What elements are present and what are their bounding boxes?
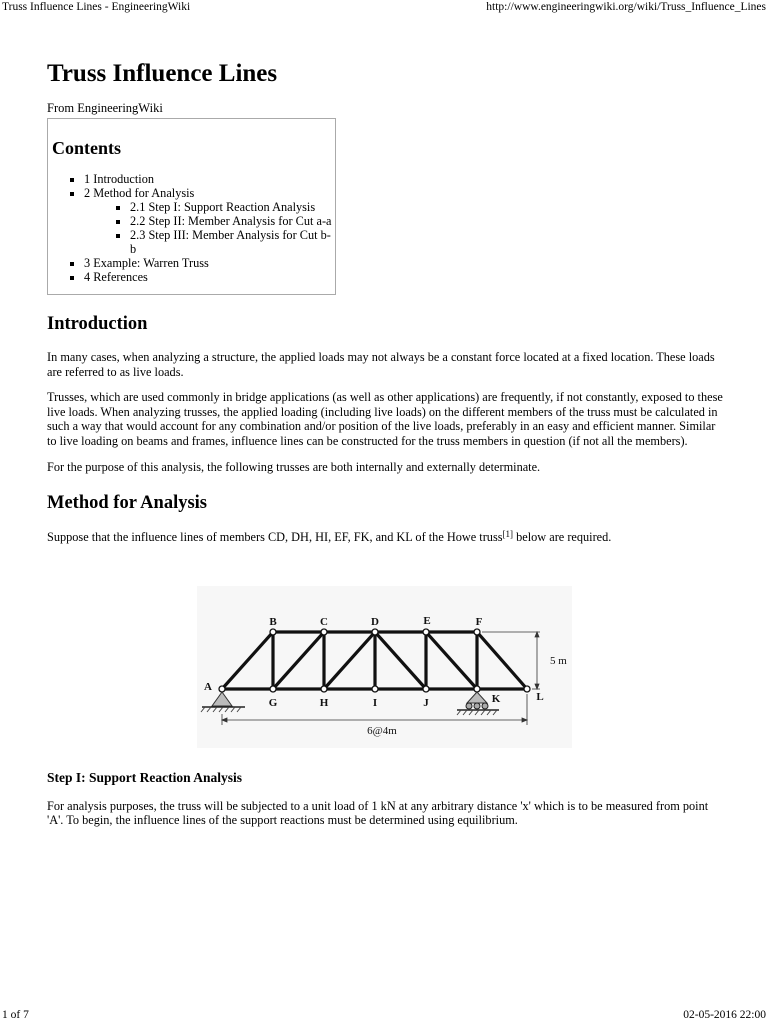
toc-subitem <box>116 200 335 214</box>
print-header <box>0 0 768 14</box>
label-i: I <box>372 696 378 709</box>
span-label: 6@4m <box>367 724 397 737</box>
toc-subitem <box>116 214 335 228</box>
joint-c <box>321 629 327 635</box>
label-k: K <box>491 692 501 705</box>
joint-e <box>423 629 429 635</box>
toc-link-step-2[interactable]: 2.2 Step II: Member Analysis for Cut a-a <box>130 214 332 228</box>
label-j: J <box>423 696 429 709</box>
joint-g <box>270 686 276 692</box>
reference-link[interactable]: [1] <box>502 529 514 540</box>
introduction-heading: Introduction <box>47 314 148 334</box>
method-text: Suppose that the influence lines of members CD, DH, HI, EF, FK, and KL of the Howe truss <box>47 530 503 545</box>
toc-link-example-warren-truss[interactable]: 3 Example: Warren Truss <box>84 256 209 270</box>
toc-item <box>70 270 335 284</box>
method-text-end: below are required. <box>513 530 612 545</box>
method-heading: Method for Analysis <box>47 493 208 514</box>
joint-k <box>474 686 480 692</box>
step1-paragraph: For analysis purposes, the truss will be subjected to a unit load of 1 kN at any arbitrary distance 'x' which is to be measured from point 'A'. To begin, the influence lines of the support reactions must be determined using equilibrium. <box>47 798 709 828</box>
joint-h <box>321 686 327 692</box>
toc-item <box>70 172 335 186</box>
figure-background <box>197 586 572 748</box>
toc-item <box>70 186 335 256</box>
label-l: L <box>536 690 544 703</box>
joint-f <box>474 629 480 635</box>
label-c: C <box>320 615 328 628</box>
howe-truss-diagram <box>197 586 572 748</box>
page-title: Truss Influence Lines <box>47 60 278 87</box>
label-d: D <box>371 615 379 628</box>
introduction-paragraph-2: Trusses, which are used commonly in bridge applications (as well as other applications) are frequently, if not constantly, exposed to these live loads. When analyzing trusses, the applied loading (including live loads) on the different members of the truss must be calculated in such a way that would account for any combination and/or position of the live loads, preferably in an easy and efficient manner. Similar to live loading on beams and frames, influence lines can be constructed for the truss members in question (if not all the members). <box>47 390 723 448</box>
table-of-contents <box>47 118 336 295</box>
howe-truss-figure <box>197 586 572 748</box>
joint-b <box>270 629 276 635</box>
joint-d <box>372 629 378 635</box>
print-footer <box>0 1008 768 1022</box>
toc-subitem <box>116 228 335 256</box>
toc-sublist <box>84 200 335 256</box>
label-e: E <box>423 614 431 627</box>
toc-link-introduction[interactable]: 1 Introduction <box>84 172 155 186</box>
label-g: G <box>268 696 278 709</box>
joint-j <box>423 686 429 692</box>
joint-i <box>372 686 378 692</box>
step1-heading: Step I: Support Reaction Analysis <box>47 769 243 785</box>
joint-a <box>219 686 225 692</box>
toc-link-method-for-analysis[interactable]: 2 Method for Analysis <box>84 186 195 200</box>
label-h: H <box>319 696 329 709</box>
introduction-paragraph-1: In many cases, when analyzing a structure, the applied loads may not always be a constant force located at a fixed location. These loads are referred to as live loads. <box>47 350 715 379</box>
joint-l <box>524 686 530 692</box>
page-number: 1 of 7 <box>2 1009 29 1021</box>
label-f: F <box>475 615 483 628</box>
toc-item <box>70 256 335 270</box>
print-header-url[interactable]: http://www.engineeringwiki.org/wiki/Truss_Influence_Lines <box>486 1 766 13</box>
label-b: B <box>269 615 277 628</box>
site-subtitle: From EngineeringWiki <box>47 101 163 115</box>
toc-link-step-3[interactable]: 2.3 Step III: Member Analysis for Cut b-b <box>130 228 331 256</box>
print-datetime: 02-05-2016 22:00 <box>683 1009 766 1021</box>
label-a: A <box>204 680 212 693</box>
toc-heading: Contents <box>52 138 122 158</box>
article-content <box>47 58 723 828</box>
introduction-paragraph-3: For the purpose of this analysis, the following trusses are both internally and externally determinate. <box>47 459 541 474</box>
toc-list <box>52 172 335 284</box>
toc-link-step-1[interactable]: 2.1 Step I: Support Reaction Analysis <box>130 200 316 214</box>
toc-link-references[interactable]: 4 References <box>84 270 148 284</box>
height-label: 5 m <box>550 654 567 667</box>
print-header-title: Truss Influence Lines - EngineeringWiki <box>2 1 191 13</box>
method-paragraph <box>47 530 723 545</box>
